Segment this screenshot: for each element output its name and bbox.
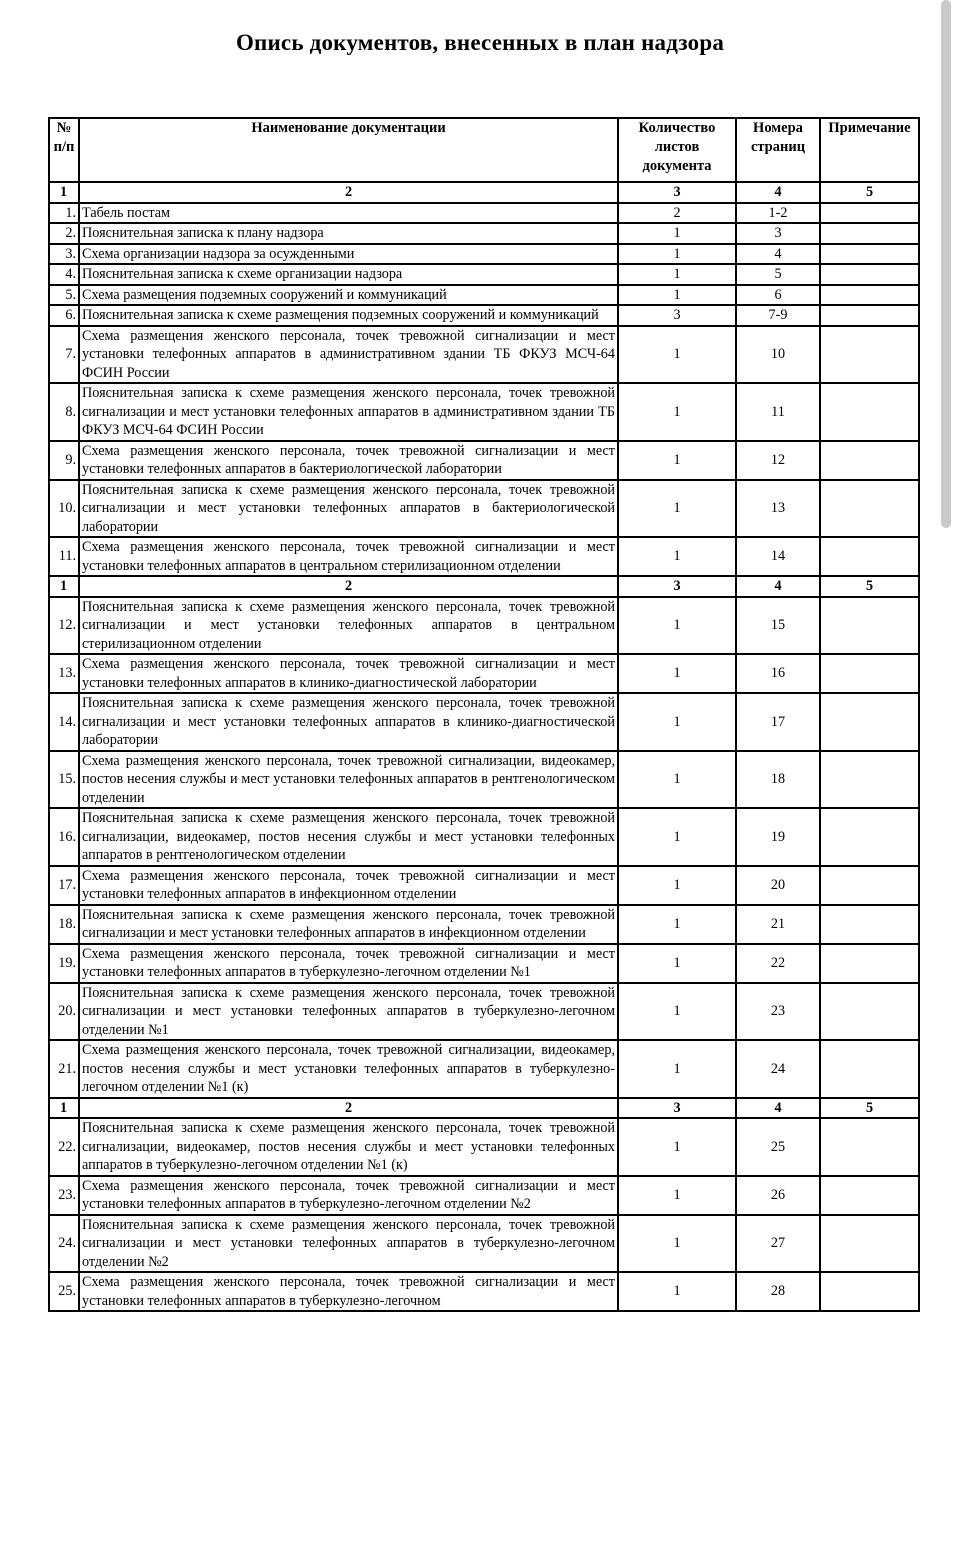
row-sheets-count: 1 [618, 944, 736, 983]
row-note [820, 1176, 919, 1215]
row-number: 23. [49, 1176, 79, 1215]
column-index-cell: 2 [79, 1098, 618, 1119]
row-sheets-count: 1 [618, 597, 736, 655]
table-row [49, 223, 919, 244]
table-row [49, 244, 919, 265]
documents-table [48, 117, 920, 1312]
row-note [820, 383, 919, 441]
row-note [820, 808, 919, 866]
row-page-numbers: 25 [736, 1118, 820, 1176]
row-sheets-count: 1 [618, 1118, 736, 1176]
row-sheets-count: 1 [618, 905, 736, 944]
row-note [820, 305, 919, 326]
row-number: 6. [49, 305, 79, 326]
row-sheets-count: 1 [618, 223, 736, 244]
row-page-numbers: 28 [736, 1272, 820, 1311]
row-page-numbers: 19 [736, 808, 820, 866]
row-document-name: Пояснительная записка к схеме размещения женского персонала, точек тревожной сигнализации и мест установки телефонных аппаратов в административном здании ТБ ФКУЗ МСЧ-64 ФСИН России [79, 383, 618, 441]
row-document-name: Пояснительная записка к схеме размещения женского персонала, точек тревожной сигнализации и мест установки телефонных аппаратов в инфекционном отделении [79, 905, 618, 944]
column-index-cell: 2 [79, 576, 618, 597]
row-note [820, 285, 919, 306]
row-number: 18. [49, 905, 79, 944]
row-page-numbers: 5 [736, 264, 820, 285]
table-row [49, 537, 919, 576]
column-index-cell: 4 [736, 182, 820, 203]
row-number: 21. [49, 1040, 79, 1098]
row-note [820, 223, 919, 244]
column-index-cell: 1 [49, 182, 79, 203]
row-document-name: Табель постам [79, 203, 618, 224]
row-page-numbers: 27 [736, 1215, 820, 1273]
row-sheets-count: 1 [618, 537, 736, 576]
row-number: 24. [49, 1215, 79, 1273]
column-index-cell: 3 [618, 1098, 736, 1119]
row-page-numbers: 23 [736, 983, 820, 1041]
row-document-name: Схема организации надзора за осужденными [79, 244, 618, 265]
document-title: Опись документов, внесенных в план надзора [235, 30, 725, 55]
row-document-name: Пояснительная записка к схеме размещения женского персонала, точек тревожной сигнализации и мест установки телефонных аппаратов в центральном стерилизационном отделении [79, 597, 618, 655]
row-note [820, 944, 919, 983]
vertical-scrollbar[interactable] [941, 0, 951, 528]
row-document-name: Пояснительная записка к схеме размещения женского персонала, точек тревожной сигнализации и мест установки телефонных аппаратов в клинико-диагностической лаборатории [79, 693, 618, 751]
column-index-cell: 1 [49, 1098, 79, 1119]
row-page-numbers: 20 [736, 866, 820, 905]
table-row [49, 480, 919, 538]
row-sheets-count: 1 [618, 244, 736, 265]
row-page-numbers: 16 [736, 654, 820, 693]
row-sheets-count: 3 [618, 305, 736, 326]
row-document-name: Схема размещения женского персонала, точек тревожной сигнализации и мест установки телефонных аппаратов в центральном стерилизационном отделении [79, 537, 618, 576]
column-index-row [49, 576, 919, 597]
row-document-name: Пояснительная записка к схеме размещения женского персонала, точек тревожной сигнализации, видеокамер, постов несения службы и мест установки телефонных аппаратов в туберкулезно-легочном отделении №1 (к) [79, 1118, 618, 1176]
row-number: 15. [49, 751, 79, 809]
column-index-cell: 5 [820, 576, 919, 597]
table-row [49, 1272, 919, 1311]
row-sheets-count: 1 [618, 693, 736, 751]
header-number: № п/п [49, 118, 79, 182]
row-page-numbers: 6 [736, 285, 820, 306]
table-row [49, 983, 919, 1041]
row-number: 25. [49, 1272, 79, 1311]
row-document-name: Схема размещения женского персонала, точек тревожной сигнализации и мест установки телефонных аппаратов в туберкулезно-легочном отделении №2 [79, 1176, 618, 1215]
row-document-name: Схема размещения женского персонала, точек тревожной сигнализации и мест установки телефонных аппаратов в административном здании ТБ ФКУЗ МСЧ-64 ФСИН России [79, 326, 618, 384]
row-number: 10. [49, 480, 79, 538]
row-number: 13. [49, 654, 79, 693]
row-note [820, 1272, 919, 1311]
table-row [49, 1118, 919, 1176]
header-sheets: Количество листов документа [618, 118, 736, 182]
table-row [49, 441, 919, 480]
column-index-cell: 4 [736, 576, 820, 597]
row-number: 8. [49, 383, 79, 441]
column-index-cell: 3 [618, 576, 736, 597]
table-row [49, 285, 919, 306]
row-number: 9. [49, 441, 79, 480]
row-note [820, 480, 919, 538]
table-row [49, 305, 919, 326]
row-sheets-count: 1 [618, 751, 736, 809]
row-document-name: Схема размещения женского персонала, точек тревожной сигнализации и мест установки телефонных аппаратов в туберкулезно-легочном отделении №1 [79, 944, 618, 983]
row-page-numbers: 26 [736, 1176, 820, 1215]
row-sheets-count: 1 [618, 441, 736, 480]
row-page-numbers: 21 [736, 905, 820, 944]
table-row [49, 905, 919, 944]
row-page-numbers: 18 [736, 751, 820, 809]
row-sheets-count: 1 [618, 1040, 736, 1098]
row-sheets-count: 2 [618, 203, 736, 224]
table-row [49, 326, 919, 384]
table-row [49, 751, 919, 809]
row-sheets-count: 1 [618, 1272, 736, 1311]
row-sheets-count: 1 [618, 264, 736, 285]
row-page-numbers: 3 [736, 223, 820, 244]
table-row [49, 264, 919, 285]
row-sheets-count: 1 [618, 983, 736, 1041]
column-index-row [49, 1098, 919, 1119]
column-index-cell: 4 [736, 1098, 820, 1119]
table-row [49, 1176, 919, 1215]
row-document-name: Пояснительная записка к плану надзора [79, 223, 618, 244]
row-document-name: Пояснительная записка к схеме размещения женского персонала, точек тревожной сигнализации и мест установки телефонных аппаратов в туберкулезно-легочном отделении №1 [79, 983, 618, 1041]
row-note [820, 441, 919, 480]
row-number: 2. [49, 223, 79, 244]
table-row [49, 1215, 919, 1273]
table-body [49, 182, 919, 1311]
table-row [49, 597, 919, 655]
column-index-cell: 5 [820, 1098, 919, 1119]
row-sheets-count: 1 [618, 808, 736, 866]
row-sheets-count: 1 [618, 1176, 736, 1215]
row-page-numbers: 13 [736, 480, 820, 538]
row-note [820, 264, 919, 285]
row-page-numbers: 14 [736, 537, 820, 576]
table-row [49, 693, 919, 751]
table-row [49, 203, 919, 224]
row-number: 1. [49, 203, 79, 224]
row-note [820, 693, 919, 751]
row-number: 17. [49, 866, 79, 905]
row-note [820, 1118, 919, 1176]
row-note [820, 326, 919, 384]
row-page-numbers: 24 [736, 1040, 820, 1098]
row-page-numbers: 1-2 [736, 203, 820, 224]
row-page-numbers: 4 [736, 244, 820, 265]
column-index-row [49, 182, 919, 203]
row-note [820, 654, 919, 693]
row-page-numbers: 11 [736, 383, 820, 441]
column-index-cell: 2 [79, 182, 618, 203]
row-note [820, 244, 919, 265]
row-document-name: Схема размещения женского персонала, точек тревожной сигнализации, видеокамер, постов несения службы и мест установки телефонных аппаратов в туберкулезно-легочном отделении №1 (к) [79, 1040, 618, 1098]
table-row [49, 944, 919, 983]
row-document-name: Пояснительная записка к схеме размещения женского персонала, точек тревожной сигнализации, видеокамер, постов несения службы и мест установки телефонных аппаратов в рентгенологическом отделении [79, 808, 618, 866]
row-sheets-count: 1 [618, 866, 736, 905]
row-document-name: Пояснительная записка к схеме размещения подземных сооружений и коммуникаций [79, 305, 618, 326]
row-page-numbers: 10 [736, 326, 820, 384]
row-note [820, 597, 919, 655]
row-sheets-count: 1 [618, 285, 736, 306]
row-document-name: Пояснительная записка к схеме организации надзора [79, 264, 618, 285]
row-document-name: Пояснительная записка к схеме размещения женского персонала, точек тревожной сигнализации и мест установки телефонных аппаратов в бактериологической лаборатории [79, 480, 618, 538]
row-number: 20. [49, 983, 79, 1041]
row-document-name: Схема размещения женского персонала, точек тревожной сигнализации и мест установки телефонных аппаратов в бактериологической лаборатории [79, 441, 618, 480]
row-number: 12. [49, 597, 79, 655]
row-number: 11. [49, 537, 79, 576]
row-number: 5. [49, 285, 79, 306]
row-number: 14. [49, 693, 79, 751]
row-document-name: Схема размещения женского персонала, точек тревожной сигнализации и мест установки телефонных аппаратов в клинико-диагностической лаборатории [79, 654, 618, 693]
header-note: Примечание [820, 118, 919, 182]
row-sheets-count: 1 [618, 1215, 736, 1273]
header-pages: Номера страниц [736, 118, 820, 182]
table-row [49, 866, 919, 905]
row-note [820, 905, 919, 944]
row-note [820, 866, 919, 905]
row-document-name: Схема размещения подземных сооружений и коммуникаций [79, 285, 618, 306]
row-sheets-count: 1 [618, 654, 736, 693]
row-number: 16. [49, 808, 79, 866]
row-page-numbers: 7-9 [736, 305, 820, 326]
column-index-cell: 5 [820, 182, 919, 203]
row-page-numbers: 17 [736, 693, 820, 751]
table-row [49, 1040, 919, 1098]
row-sheets-count: 1 [618, 480, 736, 538]
column-index-cell: 1 [49, 576, 79, 597]
row-sheets-count: 1 [618, 326, 736, 384]
table-row [49, 383, 919, 441]
row-note [820, 537, 919, 576]
row-note [820, 203, 919, 224]
row-number: 22. [49, 1118, 79, 1176]
row-note [820, 1040, 919, 1098]
table-header [49, 118, 919, 182]
row-page-numbers: 12 [736, 441, 820, 480]
header-name: Наименование документации [79, 118, 618, 182]
row-number: 3. [49, 244, 79, 265]
row-note [820, 1215, 919, 1273]
row-sheets-count: 1 [618, 383, 736, 441]
row-note [820, 751, 919, 809]
row-number: 4. [49, 264, 79, 285]
row-document-name: Схема размещения женского персонала, точек тревожной сигнализации, видеокамер, постов несения службы и мест установки телефонных аппаратов в рентгенологическом отделении [79, 751, 618, 809]
row-number: 19. [49, 944, 79, 983]
column-index-cell: 3 [618, 182, 736, 203]
table-row [49, 654, 919, 693]
row-page-numbers: 22 [736, 944, 820, 983]
row-document-name: Схема размещения женского персонала, точек тревожной сигнализации и мест установки телефонных аппаратов в туберкулезно-легочном [79, 1272, 618, 1311]
table-row [49, 808, 919, 866]
row-page-numbers: 15 [736, 597, 820, 655]
row-document-name: Пояснительная записка к схеме размещения женского персонала, точек тревожной сигнализации и мест установки телефонных аппаратов в туберкулезно-легочном отделении №2 [79, 1215, 618, 1273]
row-document-name: Схема размещения женского персонала, точек тревожной сигнализации и мест установки телефонных аппаратов в инфекционном отделении [79, 866, 618, 905]
row-number: 7. [49, 326, 79, 384]
row-note [820, 983, 919, 1041]
